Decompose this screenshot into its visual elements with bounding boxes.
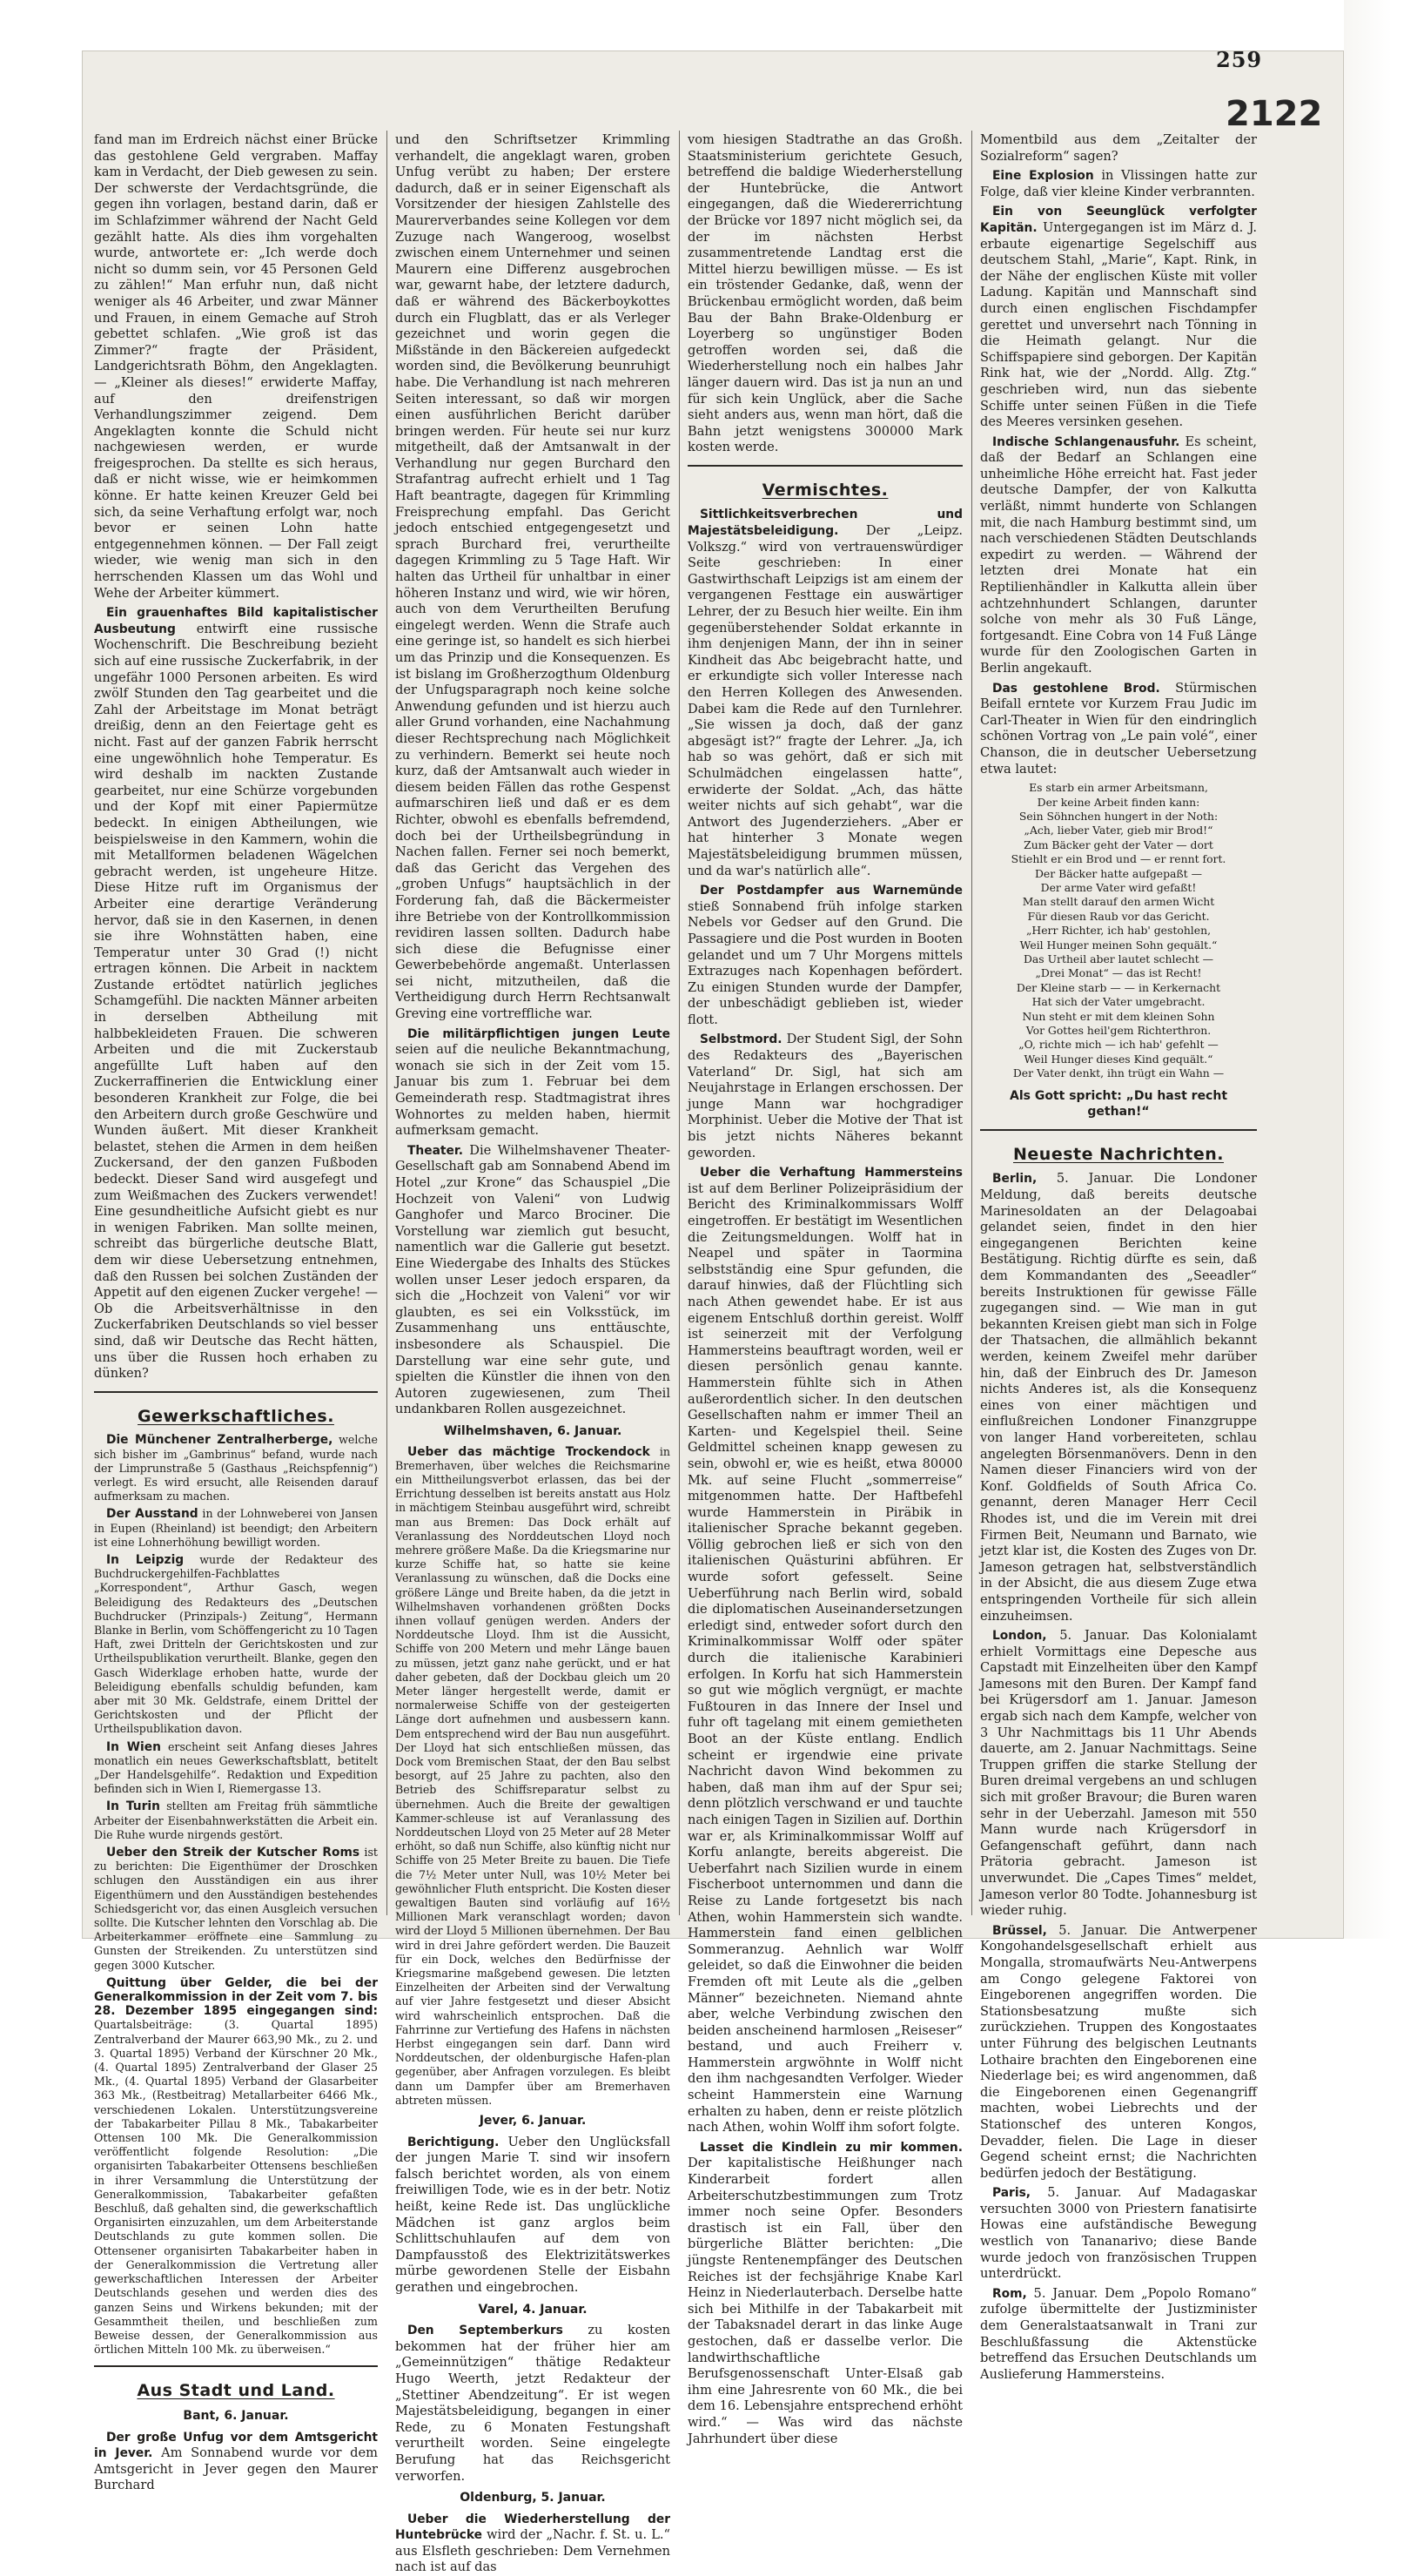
poem-line: Der Bäcker hatte aufgepaßt — — [1035, 866, 1202, 880]
poem-line: „Herr Richter, ich hab' gestohlen, — [1025, 924, 1212, 938]
poem-line: Weil Hunger dieses Kind gequält.“ — [1024, 1052, 1213, 1066]
poem-line: „Drei Monat“ — das ist Recht! — [1035, 966, 1202, 980]
poem-line: Nun steht er mit dem kleinen Sohn — [1022, 1009, 1215, 1023]
section-rule — [980, 1129, 1257, 1131]
column-rule — [971, 131, 972, 1915]
poem-line: Weil Hunger meinen Sohn gequält.“ — [1019, 938, 1218, 952]
article-lead: Brüssel, — [992, 1923, 1047, 1938]
article — [94, 1740, 378, 1797]
article-text: 5. Januar. Das Kolonialamt erhielt Vormittags eine Depesche aus Capstadt mit Einzelheiten über den Kampf Jamesons mit den Buren. Der Kampf fand bei Krügersdorf am 1. Januar. Jameson ergab sich nach dem Kampfe, welcher von 3 Uhr Nachmittags bis 11 Uhr Abends dauerte, am 2. Januar Nachmittags. Seine Truppen griffen die starke Stellung der Buren dreimal vergebens an und schlugen sich mit großer Bravour; die Buren waren sehr in der Ueberzahl. Jameson mit 550 Mann wurde nach Krügersdorf in Gefangenschaft geführt, dann nach Prätoria gebracht. Jameson ist unverwundet. Die „Capes Times“ meldet, Jameson verlor 80 Todte. Johannesburg ist wieder ruhig. — [980, 1628, 1257, 1919]
article — [688, 883, 963, 1028]
article-lead: Berlin, — [992, 1172, 1038, 1187]
article-lead: Die Münchener Zentralherberge, — [106, 1433, 333, 1448]
poem-line: Der keine Arbeit finden kann: — [1037, 795, 1200, 809]
poem-line: Der arme Vater wird gefaßt! — [1040, 881, 1197, 894]
article-lead: In Turin — [106, 1799, 160, 1814]
article — [94, 1799, 378, 1842]
poem-line: Es starb ein armer Arbeitsmann, — [1029, 781, 1208, 795]
article-lead: Sittlichkeitsverbrechen und Majestätsbeleidigung. — [688, 508, 963, 539]
article — [94, 1553, 378, 1737]
article-lead: Rom, — [992, 2286, 1027, 2301]
article-text: und den Schriftsetzer Krimmling verhandelt, die angeklagt waren, groben Unfug verübt zu haben; Der erstere dadurch, daß er in seiner Eigenschaft als Vorsitzender der hiesigen Zahlstelle des Maurerverbandes seine Kollegen vor dem Zuzuge nach Wangeroog, woselbst zwischen einem Unternehmer und seinen Maurern eine Differenz ausgebrochen war, gewarnt habe, der letztere dadurch, daß er während des Bäckerboykottes durch ein Flugblatt, das er als Verleger gezeichnet und worin gegen die Mißstände in den Bäckereien aufgedeckt worden sind, die Bevölkerung beunruhigt habe. Die Verhandlung ist nach mehreren Seiten interessant, so daß wir morgen einen ausführlichen Bericht darüber bringen werden. Für heute sei nur kurz mitgetheilt, daß der Amtsanwalt in der Verhandlung nur gegen Burchard den Strafantrag aufrecht erhielt und 1 Tag Haft beantragte, dagegen für Krimmling Freisprechung empfahl. Das Gericht jedoch entschied entgegengesetzt und sprach Burchard frei, verurtheilte dagegen Krimmling zu 5 Tage Haft. Wir halten das Urtheil für unhaltbar in einer höheren Instanz und wird, wie wir hören, auch von dem Verurtheilten Berufung eingelegt werden. Wenn die Strafe auch eine geringe ist, so handelt es sich hierbei um das Prinzip und die Konsequenzen. Es ist bislang im Großherzogthum Oldenburg der Unfugsparagraph noch keine solche Anwendung gefunden und ist hierzu auch aller Grund vorhanden, eine Nachahmung dieser Rechtsprechung nach Möglichkeit zu verhindern. Bemerkt sei heute noch kurz, daß der Amtsanwalt auch wieder in diesem beiden Fällen das rothe Gespenst aufmarschiren ließ und daß er es dem Richter, obwohl es ebenfalls befremdend, doch bei der Urtheilsbegründung in Nachen fallen. Ferner sei noch bemerkt, daß das Gericht das Vergehen des „groben Unfugs“ hauptsächlich in der Forderung fah, daß die Bäckermeister ihre Betriebe von der Kontrollkommission revidiren lassen sollten. Dadurch habe sich diese die Befugnisse einer Gewerbebehörde angemaßt. Unterlassen sei nicht, mitzutheilen, daß die Vertheidigung durch Herrn Rechtsanwalt Greving eine vortreffliche war. — [395, 132, 670, 1022]
article-lead: Ueber den Streik der Kutscher Roms — [106, 1846, 360, 1860]
article-text: in der Lohnweberei von Jansen in Eupen (Rheinland) ist beendigt; den Arbeitern ist eine Lohnerhöhung bewilligt worden. — [94, 1507, 378, 1549]
article-lead: Quittung über Gelder, die bei der Generalkommission in der Zeit vom 7. bis 28. Dezember 1895 eingegangen sind: — [94, 1975, 378, 2019]
article — [94, 2430, 378, 2494]
article — [94, 1507, 378, 1550]
article-text: Quartalsbeiträge: (3. Quartal 1895) Zentralverband der Maurer 663,90 Mk., zu 2. und 3. Quartal 1895) Verband der Kürschner 20 Mk., (4. Quartal 1895) Zentralverband der Glaser 25 Mk., (4. Quartal 1895) Verband der Glasarbeiter 363 Mk., (Restbeitrag) Metallarbeiter 6466 Mk., verschiedenen Lokalen. Unterstützungsvereine der Tabakarbeiter Pillau 8 Mk., Tabakarbeiter Ottensen 100 Mk. Die Generalkommission veröffentlicht folgende Resolution: „Die organisirten Tabakarbeiter Ottensens beschließen in ihrer Versammlung die Unterstützung der Generalkommission, Tabakarbeiter gefaßten Beschluß, daß gehalten sind, die gewerkschaftlich Organisirten einzuzahlen, um dem Arbeiterstande Deutschlands zu gute kommen sollen. Die Ottensener organisirten Tabakarbeiter haben in der Generalkommission die Vertretung aller gewerkschaftlichen Interessen der Arbeiter Deutschlands gesehen und werden dies des ganzen Seins und Wirkens bekunden; mit der Gesammtheit theilen, und beschließen zum Beweise dessen, der Generalkommission aus örtlichen Mitteln 100 Mk. zu überweisen.“ — [94, 2018, 378, 2357]
article-lead: Eine Explosion — [992, 169, 1094, 184]
dateline: Varel, 4. Januar. — [478, 2302, 588, 2317]
article — [688, 507, 963, 879]
article — [395, 2135, 670, 2297]
poem-line: „Ach, lieber Vater, gieb mir Brod!“ — [1024, 824, 1213, 837]
column-rule — [386, 131, 387, 1915]
article-text: Die Wilhelmshavener Theater-Gesellschaft gab am Sonnabend Abend im Hotel „zur Krone“ das Schauspiel „Die Hochzeit von Valeni“ von Ludwig Ganghofer und Marco Brociner. Die Vorstellung war ziemlich gut besucht, namentlich war die Gallerie gut besetzt. Eine Wiedergabe des Inhalts des Stückes wollen unser Leser jedoch ersparen, da sich die „Hochzeit von Valeni“ vor wir glaubten, es sei ein Volksstück, im Zusammenhang uns enttäuschte, insbesondere als Schauspiel. Die Darstellung war eine sehr gute, und spielten die Künstler die ihnen von den Autoren zugewiesenen, zum Theil undankbaren Rollen ausgezeichnet. — [395, 1142, 670, 1417]
poem-line: Stiehlt er ein Brod und — er rennt fort. — [1011, 852, 1226, 866]
page-number: 259 — [1216, 47, 1263, 72]
article-text: Der „Leipz. Volkszg.“ wird von vertrauenswürdiger Seite geschrieben: In einer Gastwirthschaft Leipzigs ist am einem der vergangenen Festtage ein auswärtiger Lehrer, der zu Besuch hier weilte. Ein ihm gegenüberstehender Soldat erkannte in ihm denjenigen Mann, der ihn in seiner Kindheit das Abc beigebracht hatte, und er erkundigte sich voller Interesse nach den Herren Kollegen des Anwesenden. Dabei kam die Rede auf den Turnlehrer. „Sie wissen ja doch, daß der ganz abgesägt ist?“ fragte der Lehrer. „Ja, ich hab so was gehört, daß er sich mit Schulmädchen eingelassen hatte“, erwiderte der Soldat. „Ach, das hätte weiter nichts auf sich gehabt“, war die Antwort des Jugenderziehers. „Aber er hat hinterher 3 Monate wegen Majestätsbeleidigung brummen müssen, und da war's natürlich alle“. — [688, 523, 963, 878]
article — [94, 605, 378, 1382]
section-rule — [688, 465, 963, 467]
article-text: Es scheint, daß der Bedarf an Schlangen eine unheimliche Höhe erreicht hat. Fast jeder deutsche Dampfer, der von Kalkutta verläßt, nimmt hunderte von Schlangen mit, die nach Hamburg bestimmt sind, um nach verschiedenen Städten Deutschlands expedirt zu werden. — Während der letzten drei Monate hat ein Reptilienhändler in Kalkutta allein über achtzehnhundert Schlangen, darunter solche von mehr als 30 Fuß Länge, fortgesandt. Eine Cobra von 14 Fuß Länge wurde für den Zoologischen Garten in Berlin angekauft. — [980, 434, 1257, 676]
article — [980, 1171, 1257, 1624]
article-text: ist auf dem Berliner Polizeipräsidium der Bericht des Kriminalkommissars Wolff eingetroffen. Er bestätigt im Wesentlichen die Zeitungsmeldungen. Wolff hat in Neapel und später in Taormina selbstständig eine Spur gefunden, die darauf hinwies, daß der Flüchtling sich nach Athen gewendet habe. Er ist aus eigenem Entschluß dorthin gereist. Wolff ist seinerzeit mit der Verfolgung Hammersteins beauftragt worden, weil er diesen persönlich genau kannte. Hammerstein fühlte sich in Athen außerordentlich sicher. In den deutschen Gesellschaften nahm er immer Theil an Karten- und Kegelspiel theil. Seine Geldmittel scheinen knapp gewesen zu sein, obwohl er, wie es heißt, etwa 80000 Mk. auf seine Flucht „sommerreise“ mitgenommen hatte. Der Haftbefehl wurde Hammerstein in Piräbik in italienischer Sprache bekannt gegeben. Völlig gebrochen ließ er sich von den italienischen Quästurini abführen. Er wurde sofort gefesselt. Seine Ueberführung nach Berlin wird, sobald die diplomatischen Auseinandersetzungen erledigt sind, entweder sofort durch den Kriminalkommissar Wolff oder später durch die italienische Karabinieri erfolgen. In Korfu hat sich Hammerstein so gut wie möglich vergnügt, er machte Fußtouren in das Innere der Insel und fuhr oft tagelang mit einem gemietheten Boot an der Küste entlang. Endlich scheint er irgendwie eine private Nachricht davon Wind bekommen zu haben, daß man ihm auf der Spur sei; denn plötzlich verschwand er und tauchte nach einigen Tagen in Sizilien auf. Dorthin war er, als Kriminalkommissar Wolff auf Korfu anlangte, bereits abgereist. Die Ueberfahrt nach Sizilien wurde in einem Fischerboot unternommen und dann die Reise zu Lande fortgesetzt bis nach Athen, wohin Hammerstein sich wandte. Hammerstein fand einen gelblichen Sommeranzug. Aehnlich war Wolff geleidet, so daß die Einwohner die beiden Fremden oft mit Leute als die „gelben Männer“ bezeichneten. Niemand ahnte aber, welche Verbindung zwischen den beiden anscheinend harmlosen „Reiseser“ bestand, und auch Freiherr v. Hammerstein argwöhnte in Wolff nicht den ihm nachgesandten Verfolger. Wieder scheint Hammerstein eine Warnung erhalten zu haben, denn er reiste plötzlich nach Athen, wohin Wolff ihm sofort folgte. — [688, 1180, 963, 2135]
article-lead: Der Ausstand — [106, 1507, 198, 1522]
section-heading: Vermischtes. — [762, 480, 889, 500]
article-text: in Bremerhaven, über welches die Reichsmarine ein Mittheilungsverbot erlassen, das bei der Errichtung desselben ist bereits anstatt aus Holz in mächtigem Steinbau ausgeführt wird, schreibt man aus Bremen: Das Dock erhält auf Veranlassung des Norddeutschen Lloyd noch mehrere größere Maße. Da die Kriegsmarine nur kurze Schiffe hat, so hatte sie keine Veranlassung zu wünschen, daß die Docks eine größere Länge und Breite haben, da die jetzt in Wilhelmshaven vorhandenen größten Docks ihnen vollauf genügen werden. Anders der Norddeutsche Lloyd. Ihm ist die Aussicht, Schiffe von 200 Metern und mehr Länge bauen zu müssen, jetzt ganz nahe gerückt, und er hat daher gebeten, daß der Dockbau gleich um 20 Meter länger hergestellt werde, damit er normalerweise Schiffe von der gesteigerten Länge dort aufnehmen und ausbessern kann. Dem entsprechend wird der Bau nun ausgeführt. Der Lloyd hat sich entschließen müssen, das Dock vom Bremischen Staat, der den Bau selbst besorgt, auf 25 Jahre zu pachten, also den Betrieb des Schiffsreparatur selbst zu übernehmen. Auch die Breite der gewaltigen Kammer-schleuse ist auf Veranlassung des Norddeutschen Lloyd von 25 Meter auf 28 Meter erhöht, so daß nun Schiffe, also künftig nicht nur Schiffe von 25 Meter Breite zu bauen. Die Tiefe die 7½ Meter unter Null, was 10½ Meter bei gewöhnlicher Fluth entspricht. Die Kosten dieser gewaltigen Bauten sind vorläufig auf 16½ Millionen Mark veranschlagt worden; davon wird der Lloyd 5 Millionen übernehmen. Der Bau wird in drei Jahre gefördert werden. Die Bauzeit für ein Dock, welches den Bedürfnisse der Kriegsmarine maßgebend gewesen. Die letzten Einzelheiten der Arbeiten sind der Verwaltung auf vier Jahre festgesetzt und dieser Absicht wird wahrscheinlich entsprochen. Daß die Fahrrinne zur Vertiefung des Hafens in nächsten Herbst eingegangen sein darf. Dann wird Norddeutschen, der oldenburgische Hafen-plan gegenüber, aber Anfragen vorzulegen. Es bleibt dann um Dampfer über am Bremerhaven abtreten müssen. — [395, 1444, 670, 2107]
section-rule — [94, 1391, 378, 1393]
dateline: Wilhelmshaven, 6. Januar. — [443, 1423, 622, 1438]
article — [94, 1976, 378, 2357]
article — [395, 2512, 670, 2576]
article-lead: Der Postdampfer aus Warnemünde — [700, 884, 963, 898]
article-lead: Der große Unfug vor dem Amtsgericht in Jever. — [94, 2430, 378, 2461]
article-text: 5. Januar. Die Antwerpener Kongohandelsgesellschaft erhielt aus Mongalla, stromaufwärts Neu-Antwerpens am Congo gelegene Faktorei von Eingeborenen angegriffen worden. Die Stationsbesatzung mußte sich zurückziehen. Truppen des Kongostaates unter Führung des belgischen Leutnants Lothaire brachten den Eingeborenen eine Niederlage bei; es wird angenommen, daß die Eingeborenen einen Gegenangriff machten, wobei Liebrechts und der Stationschef des unteren Kongos, Devadder, fielen. Die Lage in dieser Gegend scheint ernst; die Nachrichten bedürfen jedoch der Bestätigung. — [980, 1922, 1257, 2181]
article — [395, 1445, 670, 2109]
article-lead: In Wien — [106, 1739, 161, 1754]
article-text: wurde der Redakteur des Buchdruckergehilfen-Fachblattes „Korrespondent“, Arthur Gasch, wegen Beleidigung des Redakteurs des „Deutschen Buchdrucker (Prinzipals-) Zeitung“, Hermann Blanke in Berlin, vom Schöffengericht zu 10 Tagen Haft, zwei Dritteln der Gerichtskosten und zur Urtheilspublikation verurtheilt. Blanke, gegen den Gasch Widerklage erhoben hatte, wurde der Beleidigung ebenfalls schuldig befunden, kam aber mit 30 Mk. Geldstrafe, einem Drittel der Gerichtskosten und der Pflicht der Urtheilspublikation davon. — [94, 1552, 378, 1736]
article-lead: Ein von Seeunglück verfolgter Kapitän. — [980, 205, 1257, 235]
article — [980, 168, 1257, 200]
article-text: seien auf die neuliche Bekanntmachung, wonach sie sich in der Zeit vom 15. Januar bis zum 1. Februar bei dem Gemeinderath resp. Stadtmagistrat ihres Wohnortes zu melden haben, hiermit aufmerksam gemacht. — [395, 1042, 670, 1139]
section-heading: Gewerkschaftliches. — [138, 1406, 334, 1426]
column-3 — [688, 132, 963, 2446]
article — [94, 1846, 378, 1973]
article-text: erscheint seit Anfang dieses Jahres monatlich ein neues Gewerkschaftsblatt, betitelt „Der Handelsgehilfe“. Redaktion und Expedition befinden sich in Wien I, Riemergasse 13. — [94, 1739, 378, 1796]
scan-margin — [1344, 0, 1424, 1939]
article-text: vom hiesigen Stadtrathe an das Großh. Staatsministerium gerichtete Gesuch, betreffend die baldige Wiederherstellung der Huntebrücke, die Antwort eingegangen, daß die Wiedererrichtung der Brücke vor 1897 nicht möglich sei, da der im nächsten Herbst zusammentretende Landtag erst die Mittel hierzu bewilligen müsse. — Es ist ein tröstender Gedanke, daß, wenn der Brückenbau ermöglicht worden, daß beim Bau der Bahn Brake-Oldenburg er Loyerberg so ungünstiger Boden getroffen worden sei, daß die Wiederherstellung noch ein halbes Jahr länger dauern wird. Das ist ja nun an und für sich kein Unglück, aber die Sache sieht anders aus, wenn man hört, daß die Bahn jetzt wenigstens 300000 Mark kosten werde. — [688, 132, 963, 455]
article-lead: Lasset die Kindlein zu mir kommen. — [700, 2140, 963, 2155]
article-text: Stürmischen Beifall erntete vor Kurzem Frau Judic im Carl-Theater in Wien für den eindringlich schönen Vortrag von „Le pain volé“, einer Chanson, die in deutscher Uebersetzung etwa lautet: — [980, 680, 1258, 777]
article — [688, 2140, 963, 2447]
article — [395, 2323, 670, 2485]
dateline: Bant, 6. Januar. — [183, 2408, 289, 2423]
article — [980, 1628, 1257, 1920]
article-lead: Ueber die Wiederherstellung der Huntebrücke — [395, 2512, 670, 2543]
article — [395, 1026, 670, 1140]
article — [688, 1032, 963, 1161]
article — [980, 2286, 1257, 2384]
poem — [980, 781, 1257, 1081]
article-text: Der Student Sigl, der Sohn des Redakteurs des „Bayerischen Vaterland“ Dr. Sigl, hat sich am Neujahrstage in Erlangen erschossen. Der junge Mann war hochgradiger Morphinist. Ueber die Motive der That ist bis jetzt nichts Näheres bekannt geworden. — [688, 1032, 963, 1160]
article-lead: Den Septemberkurs — [407, 2324, 563, 2338]
article-lead: Ueber das mächtige Trockendock — [407, 1444, 650, 1459]
article-text: 5. Januar. Die Londoner Meldung, daß bereits deutsche Marinesoldaten an der Delagoabai gelandet seien, findet in den hier eingegangenen Berichten keine Bestätigung. Richtig dürfte es sein, daß dem Kommandanten des „Seeadler“ bereits Instruktionen für gewisse Fälle zugegangen sind. — Wie man in gut bekannten Kreisen giebt man sich in Folge der Thatsachen, die allmählich bekannt werden, keinem Zweifel mehr darüber hin, daß der Einbruch des Dr. Jameson nichts Anderes ist, als die Konsequenz eines von einer mächtigen und einflußreichen Londoner Finanzgruppe von langer Hand vorbereiteten, schlau angelegten Börsenmanövers. Denn in den Namen dieser Financiers wird von der Konf. Goldfields of South Africa Co. genannt, deren Manager Herr Cecil Rhodes ist, und die im Verein mit drei Firmen Beit, Neumann und Barnato, wie jetzt klar ist, die Kosten des Zuges von Dr. Jameson getragen hat, selbstverständlich in der Absicht, die aus diesem Zuge etwa entspringenden Vortheile für sich allein einzuheimsen. — [980, 1171, 1257, 1624]
article-lead: Die militärpflichtigen jungen Leute — [407, 1026, 670, 1041]
article-text: Momentbild aus dem „Zeitalter der Sozialreform“ sagen? — [980, 132, 1257, 164]
article-text: fand man im Erdreich nächst einer Brücke das gestohlene Geld vergraben. Maffay kam in Verdacht, der Dieb gewesen zu sein. Der schwerste der Verdachtsgründe, die gegen ihn vorlagen, bestand darin, daß er im Schlafzimmer während der Nacht Geld gezählt hatte. Als dies ihm vorgehalten wurde, antwortete er: „Ich werde doch nicht so dumm sein, vor 45 Personen Geld zu zählen!“ Man erfuhr nun, daß nicht weniger als 46 Arbeiter, und zwar Männer und Frauen, in einem Gemache auf Stroh gebettet schlafen. „Wie groß ist das Zimmer?“ fragte der Präsident, Landgerichtsrath Böhm, den Angeklagten. — „Kleiner als dieses!“ erwiderte Maffay, auf den dreifenstrigen Verhandlungszimmer zeigend. Dem Angeklagten konnte die Schuld nicht nachgewiesen werden, er wurde freigesprochen. Da stellte es sich heraus, daß er nicht wisse, wie er heimkommen könne. Er hatte keinen Kreuzer Geld bei sich, da seine Verhaftung erfolgt war, noch bevor er seinen Lohn hatte entgegennehmen können. — Der Fall zeigt wieder, wie wenig man sich in den herrschenden Klassen um das Wohl und Wehe der Arbeiter kümmert. — [94, 132, 378, 601]
poem-line: Das Urtheil aber lautet schlecht — — [1023, 952, 1214, 966]
article-lead: Berichtigung. — [407, 2135, 500, 2149]
poem-line: Sein Söhnchen hungert in der Noth: — [1018, 809, 1219, 823]
article — [395, 1143, 670, 1418]
poem-line: Man stellt darauf den armen Wicht — [1022, 895, 1215, 909]
poem-final-line: Als Gott spricht: „Du hast recht gethan!“ — [1009, 1088, 1228, 1120]
article-lead: Theater. — [407, 1143, 463, 1158]
poem-line: „O, richte mich — ich hab' gefehlt — — [1018, 1038, 1219, 1052]
article — [980, 2185, 1257, 2283]
article — [980, 1923, 1257, 2183]
article — [980, 434, 1257, 677]
article-text: welche sich bisher im „Gambrinus“ befand, wurde nach der Limprunstraße 5 (Gasthaus „Reichspfennig“) verlegt. Es wird ersucht, alle Reisenden darauf aufmerksam zu machen. — [94, 1433, 378, 1503]
article-lead: London, — [992, 1629, 1047, 1644]
article-text: 5. Januar. Auf Madagaskar versuchten 3000 von Priestern fanatisirte Howas eine aufständische Bewegung westlich von Tananarivo; diese Bande wurde jedoch von französischen Truppen unterdrückt. — [980, 2185, 1257, 2282]
poem-line: Vor Gottes heil'gem Richterthron. — [1025, 1024, 1212, 1038]
article-lead: Selbstmord. — [700, 1032, 783, 1047]
article-text: stellten am Freitag früh sämmtliche Arbeiter der Eisenbahnwerkstätten die Arbeit ein. Die Ruhe wurde nirgends gestört. — [94, 1799, 378, 1841]
column-rule — [679, 131, 680, 1915]
column-4 — [980, 132, 1258, 2382]
section-heading: Neueste Nachrichten. — [1013, 1144, 1224, 1164]
poem-line: Der Vater denkt, ihn trügt ein Wahn — — [1012, 1066, 1225, 1080]
article-lead: Paris, — [992, 2186, 1031, 2201]
article-lead: Indische Schlangenausfuhr. — [992, 434, 1180, 449]
article-text: Untergegangen ist im März d. J. erbaute eigenartige Segelschiff aus deutschem Stahl, „Marie“, Kapt. Rink, in der Nähe der englischen Küste mit voller Ladung. Kapitän und Mannschaft sind durch einen englischen Fischdampfer gerettet und unversehrt nach Tönning in die Heimath gelangt. Nur die Schiffspapiere sind geborgen. Der Kapitän Rink hat, wie der „Nordd. Allg. Ztg.“ geschrieben wird, nun das siebente Schiffe unter seinen Füßen in die Tiefe des Meeres versinken gesehen. — [980, 219, 1257, 430]
column-1 — [94, 132, 378, 2493]
poem-line: Zum Bäcker geht der Vater — dort — [1024, 837, 1213, 851]
article-text: in Vlissingen hatte zur Folge, daß vier kleine Kinder verbrannten. — [980, 168, 1257, 199]
article — [980, 204, 1257, 430]
article-text: 5. Januar. Dem „Popolo Romano“ zufolge übermittelte der Justizminister dem Generalstaatsanwalt in Trani zur Beschlußfassung die Aktenstücke betreffend das Ersuchen Deutschlands um Auslieferung Hammersteins. — [980, 2285, 1257, 2382]
article-text: Am Sonnabend wurde vor dem Amtsgericht in Jever gegen den Maurer Burchard — [94, 2445, 378, 2493]
article — [980, 681, 1257, 778]
article — [688, 1165, 963, 2136]
article-text: Der kapitalistische Heißhunger nach Kinderarbeit fordert allen Arbeiterschutzbestimmungen zum Trotz immer noch seine Opfer. Besonders drastisch ist ein Fall, über den bürgerliche Blätter berichten: „Die jüngste Rentenempfänger des Deutschen Reiches ist der fechsjährige Knabe Karl Heinz in Niederlauterbach. Derselbe hatte sich bei Mithilfe in der Tabakarbeit mit der Tabaksnadel derart in das linke Auge gestochen, daß er dasselbe verlor. Die landwirthschaftliche Berufsgenossenschaft Unter-Elsaß gab ihm eine Jahresrente von 60 Mk., die bei dem 16. Lebensjahre entsprechend erhöht wird.“ — Was wird das nächste Jahrhundert über diese — [688, 2156, 963, 2446]
poem-line: Der Kleine starb — — in Kerkernacht — [1016, 980, 1221, 994]
dateline: Jever, 6. Januar. — [479, 2114, 587, 2129]
section-rule — [94, 2365, 378, 2367]
poem-line: Hat sich der Vater umgebracht. — [1031, 995, 1206, 1009]
article-text: ist zu berichten: Die Eigenthümer der Droschken schlugen den Ausständigen ein aus ihrer Eigenthümern und den Ausständigen bestehendes Schiedsgericht vor, das einen Ausgleich versuchen sollte. Die Kutscher lehnten den Vorschlag ab. Die Arbeiterkammer eröffnete eine Sammlung zu Gunsten der Streikenden. Zu unterstützen sind gegen 3000 Kutscher. — [94, 1846, 378, 1972]
article-lead: Das gestohlene Brod. — [992, 681, 1160, 696]
article-text: wird der „Nachr. f. St. u. L.“ aus Elsfleth geschrieben: Dem Vernehmen nach ist auf das — [395, 2527, 670, 2575]
article-text: Ueber den Unglücksfall der jungen Marie T. sind wir insofern falsch berichtet worden, als von einem freiwilligen Tode, wie es in der betr. Notiz heißt, keine Rede ist. Das unglückliche Mädchen ist ganz arglos beim Schlittschuhlaufen auf dem von Dampfausstoß des Elektrizitätswerkes mürbe gewordenen Stelle der Eisbahn gerathen und eingebrochen. — [395, 2134, 670, 2295]
article-lead: In Leipzig — [106, 1552, 185, 1567]
column-2 — [395, 132, 670, 2575]
dateline: Oldenburg, 5. Januar. — [460, 2491, 606, 2505]
poem-line: Für diesen Raub vor das Gericht. — [1027, 909, 1210, 923]
article-lead: Ueber die Verhaftung Hammersteins — [700, 1166, 963, 1180]
article-lead: Ein grauenhaftes Bild kapitalistischer Ausbeutung — [94, 606, 378, 636]
archive-stamp: 2122 — [1226, 94, 1323, 134]
article-text: stieß Sonnabend früh infolge starken Nebels vor Gedser auf den Grund. Die Passagiere und die Post wurden in Booten gelandet und um 7 Uhr Morgens mittels Extrazuges nach Kopenhagen befördert. Zu einigen Stunden wurde der Dampfer, der unbeschädigt geblieben ist, wieder flott. — [688, 898, 963, 1027]
article — [94, 1433, 378, 1503]
section-heading: Aus Stadt und Land. — [137, 2381, 335, 2401]
article-text: entwirft eine russische Wochenschrift. Die Beschreibung bezieht sich auf eine russische Zuckerfabrik, in der ungefähr 1000 Personen arbeiten. Es wird zwölf Stunden den Tag gearbeitet und die Zahl der Arbeitstage im Monat beträgt dreißig, denn an den Feiertage geht es nicht. Fast auf der ganzen Fabrik herrscht eine ungewöhnlich hohe Temperatur. Es wird deshalb im nackten Zustande gearbeitet, nur eine Schürze vorgebunden und der Kopf mit einer Papiermütze bedeckt. In einigen Abtheilungen, wie beispielsweise in den Kammern, wohin die mit Metallformen beladenen Wägelchen gebracht werden, ist ungeheure Hitze. Diese Hitze ruft im Organismus der Arbeiter eine derartige Veränderung hervor, daß sie in den Kasernen, in denen sie ihre Wohnstätten haben, eine Temperatur unter 30 Grad (!) nicht ertragen können. Die Arbeit in nacktem Zustande ertödtet natürlich jegliches Schamgefühl. Die nackten Männer arbeiten in derselben Abtheilung mit halbbekleideten Frauen. Die schweren Arbeiten und die mit Zuckerstaub angefüllte Luft haben auf den Zuckerraffinerien die Entwicklung einer besonderen Krankheit zur Folge, die bei den Arbeitern durch große Geschwüre und Wunden äußert. Mit dieser Krankheit belastet, stehen die Armen in dem heißen Zuckersand, der den ganzen Fußboden bedeckt. Dieser Sand wird ausgefegt und zum Weißmachen des Zuckers verwendet! Eine gesundheitliche Aufsicht giebt es nur in wenigen Fabriken. Man sollte meinen, schreibt das bürgerliche deutsche Blatt, dem wir diese Uebersetzung entnehmen, daß den Russen bei solchen Zuständen der Appetit auf den eigenen Zucker vergehe! — Ob die Arbeitsverhältnisse in den Zuckerfabriken Deutschlands so viel besser sind, daß wir Deutsche das Recht hätten, uns über die Russen hoch erhaben zu dünken? — [94, 621, 378, 1382]
article-text: zu kosten bekommen hat der früher hier am „Gemeinnützigen“ thätige Redakteur Hugo Weerth, jetzt Redakteur der „Stettiner Abendzeitung“. Er ist wegen Majestätsbeleidigung, begangen in einer Rede, zu 6 Monaten Festungshaft verurtheilt worden. Seine eingelegte Berufung hat das Reichsgericht verworfen. — [395, 2323, 670, 2484]
